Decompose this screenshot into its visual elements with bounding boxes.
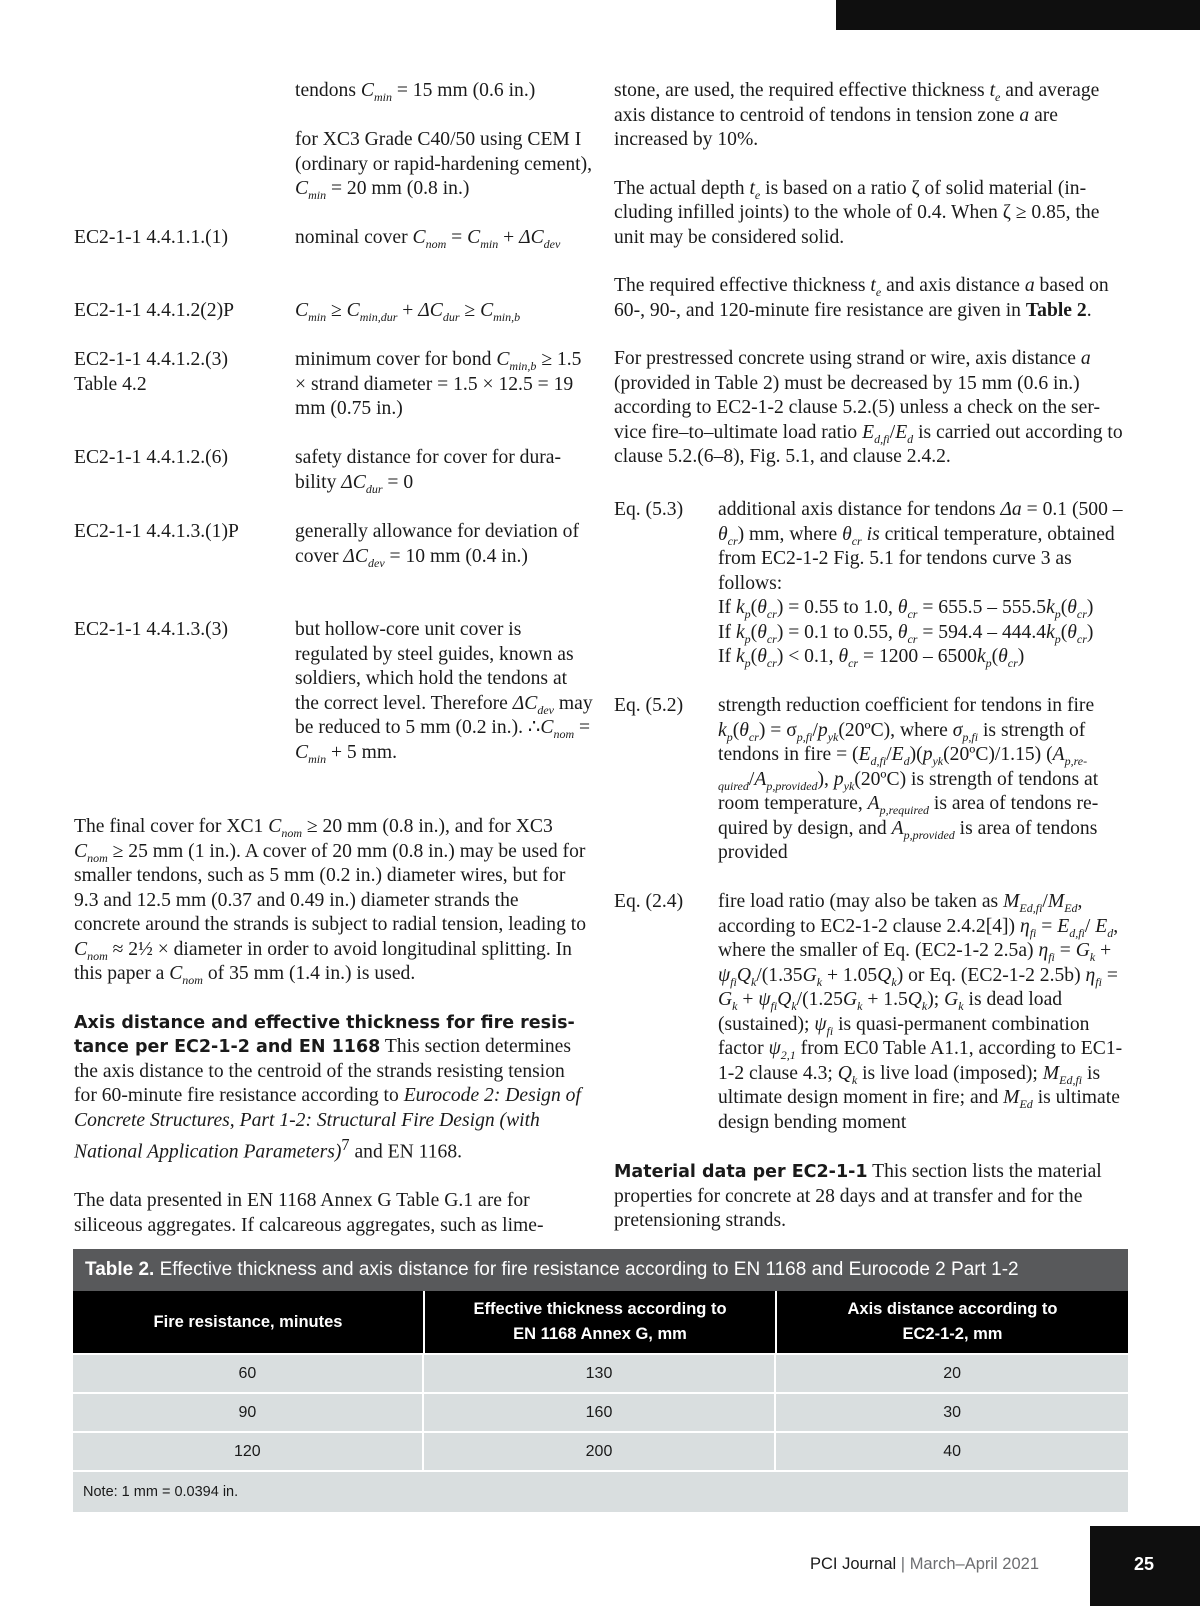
table-row <box>73 1392 1128 1431</box>
def-safety-distance: safety distance for cover for dura-bility $\Delta C_{dur} = 0$ <box>295 447 562 496</box>
table-cell: 130 <box>422 1355 775 1392</box>
equation-label: Eq. (2.4) <box>614 891 684 912</box>
equation-label: Eq. (5.3) <box>614 499 684 520</box>
ref-label: EC2-1-1 4.4.1.3.(3) <box>74 619 229 640</box>
column-header: Effective thickness according to EN 1168 Annex G, mm <box>423 1291 775 1353</box>
ref-label: EC2-1-1 4.4.1.2.(6) <box>74 447 229 468</box>
equation-label: Eq. (5.2) <box>614 695 684 716</box>
equation-5-3: additional axis distance for tendons Δa = 0.1 $(500 - \theta_{cr})$ mm, where $\theta_{cr}$ is critical temperature, obtained from EC2-1-2 Fig. 5.1 for tendons curve 3 as follows: If $k_p(\theta_{cr}) = 0.55$ to 1.0, $\theta_{cr} = 655.5 - 555.5k_p(\theta_{cr})$ If $k_p(\theta_{cr}) = 0.1$ to 0.55, $\theta_{cr} = 594.4 - 444.4k_p(\theta_{cr})$ If $k_p(\theta_{cr}) < 0.1$, $\theta_{cr} = 1200 - 6500k_p(\theta_{cr})$ <box>718 499 1123 670</box>
ref-label: EC2-1-1 4.4.1.1.(1) <box>74 227 229 248</box>
equation-2-4: fire load ratio (may also be taken as $M_{Ed,fi}/M_{Ed}$, according to EC2-1-2 clause 2.4.2[4]) $\eta_{fi} = E_{d,fi}/$ $E_d$, where the smaller of Eq. (EC2-1-2 2.5a) $\eta_{fi} = G_k + \psi_{fi}Q_k/(1.35G_k + 1.05Q_k)$ or Eq. (EC2-1-2 2.5b) $\eta_{fi} = G_k + \psi_{fi}Q_k/(1.25G_k + 1.5Q_k)$; $G_k$ is dead load (sustained); $\psi_{fi}$ is quasi-permanent combination factor $\psi_{2,1}$ from EC0 Table A1.1, according to EC1-1-2 clause 4.3; $Q_k$ is live load (imposed); $M_{Ed,fi}$ is ultimate design moment in fire; and $M_{Ed}$ is ultimate design bending moment <box>718 891 1123 1133</box>
ref-label: EC2-1-1 4.4.1.3.(1)P <box>74 521 239 542</box>
table-row <box>73 1353 1128 1392</box>
def-nominal-cover: nominal cover $C_{nom} = C_{min} + \Delta C_{dev}$ <box>295 227 561 251</box>
table-cell: 40 <box>774 1433 1128 1470</box>
table-note: Note: 1 mm = 0.0394 in. <box>73 1470 1128 1512</box>
table-cell: 120 <box>233 1442 261 1460</box>
paragraph-limestone: stone, are used, the required effective thickness $t_e$ and average axis distance to centroid of tendons in tension zone a are increased by 10%. <box>614 80 1100 150</box>
table-cell: 30 <box>774 1394 1128 1431</box>
paragraph-final-cover: The final cover for XC1 $C_{nom} \ge 20$ mm (0.8 in.), and for XC3 $C_{nom} \ge 25$ mm (1 in.). A cover of 20 mm (0.8 in.) may be used for smaller tendons, such as 5 mm (0.2 in.) diameter wires, but for 9.3 and 12.5 mm (0.37 and 0.49 in.) diameter strands the concrete around the strands is subject to radial tension, leading to $C_{nom}$ ≈ 2½ × diameter in order to avoid longitudinal splitting. In this paper a $C_{nom}$ of 35 mm (1.4 in.) is used. <box>74 816 587 987</box>
def-xc3: for XC3 Grade C40/50 using CEM I (ordinary or rapid-hardening cement), $C_{min} = 20$ mm (0.8 in.) <box>295 129 593 202</box>
table-cell: 200 <box>422 1433 775 1470</box>
table-2 <box>73 1249 1128 1512</box>
material-section <box>614 1160 1128 1234</box>
def-tendons-cmin: tendons $C_{min} = 15$ mm (0.6 in.) <box>295 80 536 104</box>
paragraph-material-data: Material data per EC2-1-1 This section lists the material properties for concrete at 28 days and at transfer and for the pretensioning strands. <box>614 1161 1102 1231</box>
paragraph-en1168-data: The data presented in EN 1168 Annex G Table G.1 are for siliceous aggregates. If calcareous aggregates, such as lime- <box>74 1190 544 1236</box>
def-allowance-deviation: generally allowance for deviation of cover $\Delta C_{dev} = 10$ mm (0.4 in.) <box>295 521 579 570</box>
equation-5-2: strength reduction coefficient for tendons in fire $k_p(\theta_{cr})$ = $\sigma_{p,fi}/p_{yk}(20ºC)$, where $\sigma_{p,fi}$ is strength of tendons in fire = $(E_{d,fi}/E_d)(p_{yk}(20ºC)/1.15)$ $(A_{p,re-quired}/A_{p,provided})$, $p_{yk}(20ºC)$ is strength of tendons at room temperature, $A_{p,required}$ is area of tendons re-quired by design, and $A_{p,provided}$ is area of tendons provided <box>718 695 1099 863</box>
header-bar <box>836 0 1200 30</box>
table-row <box>73 1431 1128 1470</box>
right-body <box>614 79 1128 470</box>
table-caption: Table 2. Effective thickness and axis distance for fire resistance according to EN 1168 and Eurocode 2 Part 1-2 <box>73 1249 1128 1291</box>
table-cell: 160 <box>422 1394 775 1431</box>
paragraph-actual-depth: The actual depth $t_e$ is based on a ratio ζ of solid material (in-cluding infilled joints) to the whole of 0.4. When ζ ≥ 0.85, the unit may be considered solid. <box>614 177 1100 248</box>
paragraph-prestressed: For prestressed concrete using strand or wire, axis distance a (provided in Table 2) must be decreased by 15 mm (0.6 in.) according to EC2-1-2 clause 5.2.(5) unless a check on the ser-vice fire–to–ultimate load ratio $E_{d,fi}/E_d$ is carried out according to clause 5.2.(6–8), Fig. 5.1, and clause 2.4.2. <box>614 348 1123 467</box>
column-header: Axis distance according to EC2-1-2, mm <box>775 1291 1128 1353</box>
footer-journal: PCI Journal | March–April 2021 <box>810 1555 1040 1573</box>
def-hollow-core-cover: but hollow-core unit cover is regulated by steel guides, known as soldiers, which hold the tendons at the correct level. Therefore $\Delta C_{dev}$ may be reduced to 5 mm (0.2 in.). $\therefore C_{nom} = C_{min} + 5$ mm. <box>295 619 593 766</box>
def-cmin-inequality: $C_{min} \ge C_{min,dur} + \Delta C_{dur} \ge C_{min,b}$ <box>295 300 521 324</box>
ref-label: EC2-1-1 4.4.1.2(2)P <box>74 300 235 321</box>
table-header <box>73 1291 1128 1353</box>
ref-label: EC2-1-1 4.4.1.2.(3) Table 4.2 <box>74 349 229 395</box>
paragraph-required-thickness: The required effective thickness $t_e$ and axis distance a based on 60-, 90-, and 120-minute fire resistance are given in Table 2. <box>614 275 1109 321</box>
table-cell: 20 <box>774 1355 1128 1392</box>
paragraph-axis-distance: Axis distance and effective thickness for fire resis-tance per EC2-1-2 and EN 1168 This section determines the axis distance to the centroid of the strands resisting tension for 60-minute fire resistance according to Eurocode 2: Design of Concrete Structures, Part 1-2: Structural Fire Design (with National Application Parameters)$^7$ and EN 1168. <box>74 1012 581 1163</box>
page-number: 25 <box>1090 1526 1200 1606</box>
table-cell: 60 <box>238 1364 257 1382</box>
table-cell: 90 <box>238 1403 257 1421</box>
def-min-cover-bond: minimum cover for bond $C_{min,b} \ge 1.5$ × strand diameter = 1.5 × 12.5 = 19 mm (0.75 in.) <box>295 349 582 419</box>
column-header: Fire resistance, minutes <box>153 1312 343 1331</box>
left-body <box>74 815 586 1238</box>
